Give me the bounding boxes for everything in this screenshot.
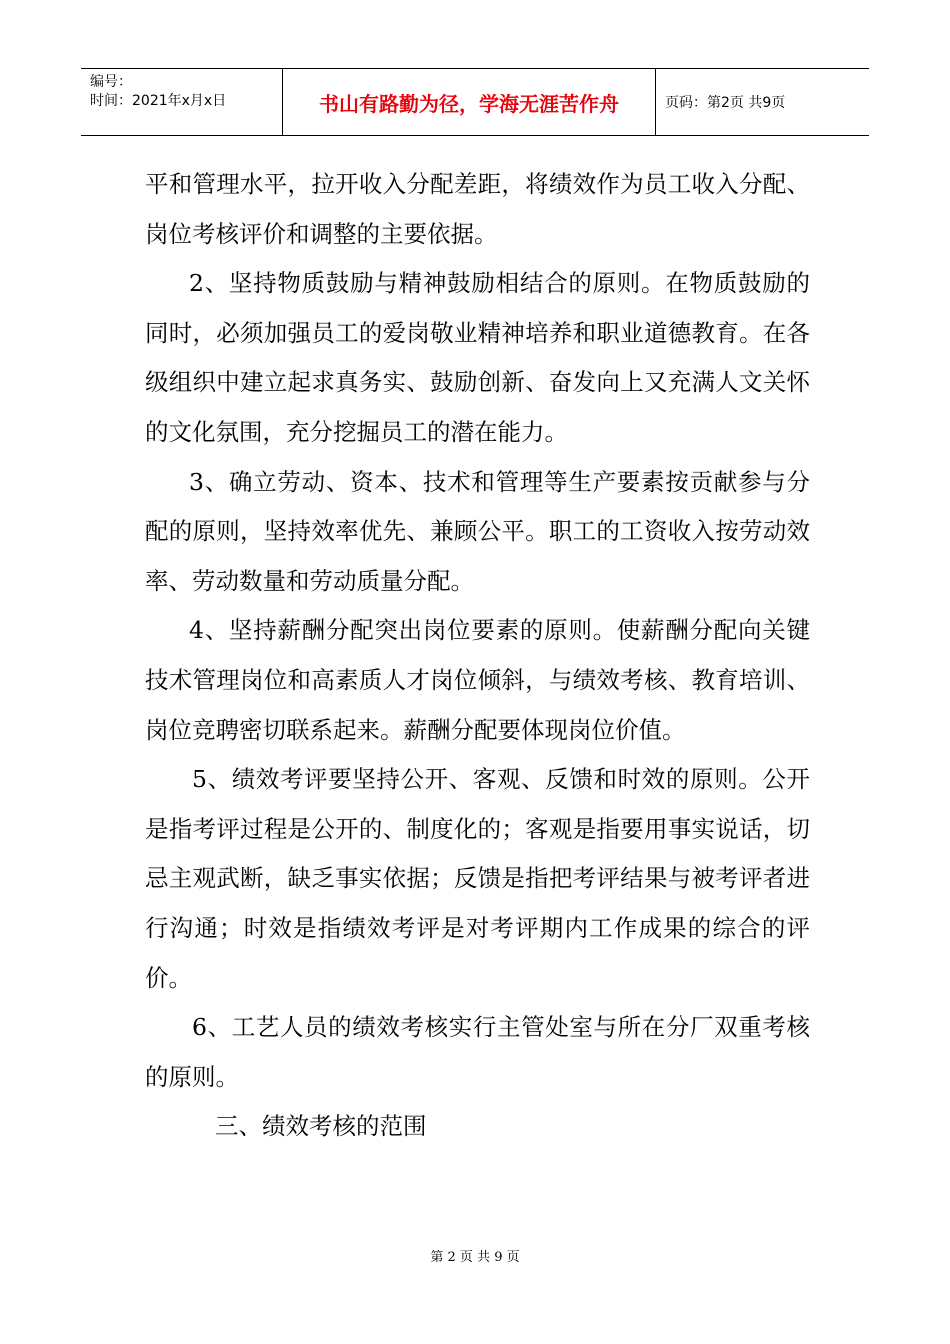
header-page-info: 页码：第2页 共9页	[665, 95, 786, 111]
serial-number-label: 编号：	[90, 74, 132, 90]
document-body	[145, 160, 810, 1152]
paragraph-principle-4: 4、坚持薪酬分配突出岗位要素的原则。使薪酬分配向关键技术管理岗位和高素质人才岗位倾斜，与绩效考核、教育培训、岗位竞聘密切联系起来。薪酬分配要体现岗位价值。	[145, 616, 810, 744]
page-header	[81, 68, 869, 136]
header-meta-cell	[81, 69, 283, 135]
paragraph-principle-5: 5、绩效考评要坚持公开、客观、反馈和时效的原则。公开是指考评过程是公开的、制度化的；客观是指要用事实说话，切忌主观武断，缺乏事实依据；反馈是指把考评结果与被考评者进行沟通；时效是指绩效考评是对考评期内工作成果的综合的评价。	[145, 765, 810, 992]
section-heading-scope: 三、绩效考核的范围	[215, 1112, 427, 1141]
paragraph-principle-2: 2、坚持物质鼓励与精神鼓励相结合的原则。在物质鼓励的同时，必须加强员工的爱岗敬业精神培养和职业道德教育。在各级组织中建立起求真务实、鼓励创新、奋发向上又充满人文关怀的文化氛围，充分挖掘员工的潜在能力。	[145, 269, 810, 446]
paragraph-continuation: 平和管理水平，拉开收入分配差距，将绩效作为员工收入分配、岗位考核评价和调整的主要依据。	[145, 170, 810, 248]
date-label: 时间：2021年x月x日	[90, 93, 227, 109]
paragraph-principle-3: 3、确立劳动、资本、技术和管理等生产要素按贡献参与分配的原则，坚持效率优先、兼顾公平。职工的工资收入按劳动效率、劳动数量和劳动质量分配。	[145, 467, 810, 595]
header-motto: 书山有路勤为径，学海无涯苦作舟	[283, 69, 656, 135]
page-footer: 第 2 页 共 9 页	[430, 1250, 520, 1265]
paragraph-principle-6: 6、工艺人员的绩效考核实行主管处室与所在分厂双重考核的原则。	[145, 1013, 810, 1091]
